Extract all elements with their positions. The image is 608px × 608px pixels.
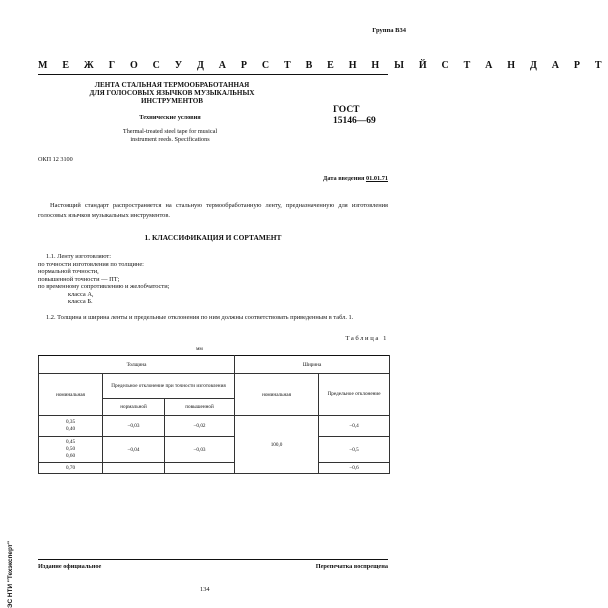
clause-line: 1.1. Ленту изготовляют:: [46, 253, 111, 260]
clause-line: по временному сопротивлению и желобчатости;: [38, 283, 170, 290]
thickness-values-group-1: [39, 416, 103, 437]
official-edition-note: Издание официальное: [38, 563, 102, 570]
page-number: 134: [200, 586, 210, 593]
normal-deviation-row-3: [103, 463, 165, 474]
reprint-prohibited-note: Перепечатка воспрещена: [315, 563, 388, 570]
increased-deviation-group-1: −0,02: [165, 416, 235, 437]
width-nominal-value: 100,0: [235, 416, 319, 474]
clause-line: по точности изготовления по толщине:: [38, 260, 144, 268]
thickness-value: 0,40: [65, 426, 76, 432]
thickness-value: 0,60: [65, 453, 76, 459]
nominal-thickness-header: номинальная: [39, 374, 103, 416]
english-title: [90, 128, 250, 143]
thickness-values-group-2: [39, 437, 103, 463]
side-stamp: ЭС НТИ "Техэксперт": [7, 541, 14, 608]
gost-number: 15146—69: [333, 115, 376, 126]
document-subtitle: Технические условия: [139, 114, 201, 121]
title-line: ИНСТРУМЕНТОВ: [140, 97, 204, 106]
precision-deviation-header: Предельное отклонение при точности изготовления: [103, 374, 235, 399]
normal-deviation-group-2: −0,04: [103, 437, 165, 463]
normal-deviation-group-1: −0,03: [103, 416, 165, 437]
document-title: [62, 81, 282, 106]
units-label: мм: [196, 346, 203, 352]
group-code: Группа В34: [372, 27, 406, 34]
width-deviation-row-3: −0,6: [319, 463, 390, 474]
english-title-line: Thermal-treated steel tape for musical: [122, 128, 218, 135]
width-header: Ширина: [235, 356, 390, 374]
clause-line: нормальной точности,: [38, 268, 99, 275]
dimensions-table: [38, 355, 390, 474]
thickness-value: 0,50: [65, 446, 76, 452]
header-rule: [38, 74, 388, 75]
clause-1-2: 1.2. Толщина и ширина ленты и предельные отклонения по ним должны соответствовать приведенным в табл. 1.: [46, 314, 354, 321]
footer-rule: [38, 559, 388, 560]
title-line: ДЛЯ ГОЛОСОВЫХ ЯЗЫЧКОВ МУЗЫКАЛЬНЫХ: [89, 89, 255, 98]
normal-precision-header: нормальной: [103, 399, 165, 416]
english-title-line: instrument reeds. Specifications: [130, 135, 210, 143]
thickness-header: Толщина: [39, 356, 235, 374]
gost-designation: [333, 105, 376, 126]
width-deviation-group-2: −0,5: [319, 437, 390, 463]
clause-line: класса Б.: [68, 298, 93, 305]
clause-line: класса А,: [68, 290, 94, 298]
clause-1-1: [38, 253, 169, 306]
intro-date-label: Дата введения: [323, 175, 365, 182]
interstate-standard-heading: М Е Ж Г О С У Д А Р С Т В Е Н Н Ы Й С Т А Н Д А Р Т: [38, 60, 608, 71]
width-deviation-header: Предельное отклонение: [319, 374, 390, 416]
thickness-value: 0,35: [65, 419, 76, 425]
title-line: ЛЕНТА СТАЛЬНАЯ ТЕРМООБРАБОТАННАЯ: [94, 81, 250, 89]
clause-line: повышенной точности — ПТ;: [38, 275, 120, 283]
increased-deviation-row-3: [165, 463, 235, 474]
section-title: 1. КЛАССИФИКАЦИЯ И СОРТАМЕНТ: [144, 233, 282, 242]
intro-date: [323, 175, 388, 182]
gost-label: ГОСТ: [333, 105, 360, 115]
okp-code: ОКП 12 3100: [38, 156, 73, 163]
thickness-value: 0,45: [65, 439, 76, 445]
thickness-value-row-3: 0,70: [39, 463, 103, 474]
increased-precision-header: повышенной: [165, 399, 235, 416]
table-label: Таблица 1: [345, 335, 388, 342]
intro-paragraph: Настоящий стандарт распространяется на стальную термообработанную ленту, предназначенную для изготовления голосовых язычков музыкальных инструментов.: [38, 202, 388, 219]
increased-deviation-group-2: −0,03: [165, 437, 235, 463]
intro-date-value: 01.01.71: [365, 175, 388, 182]
nominal-width-header: номинальная: [235, 374, 319, 416]
width-deviation-group-1: −0,4: [319, 416, 390, 437]
